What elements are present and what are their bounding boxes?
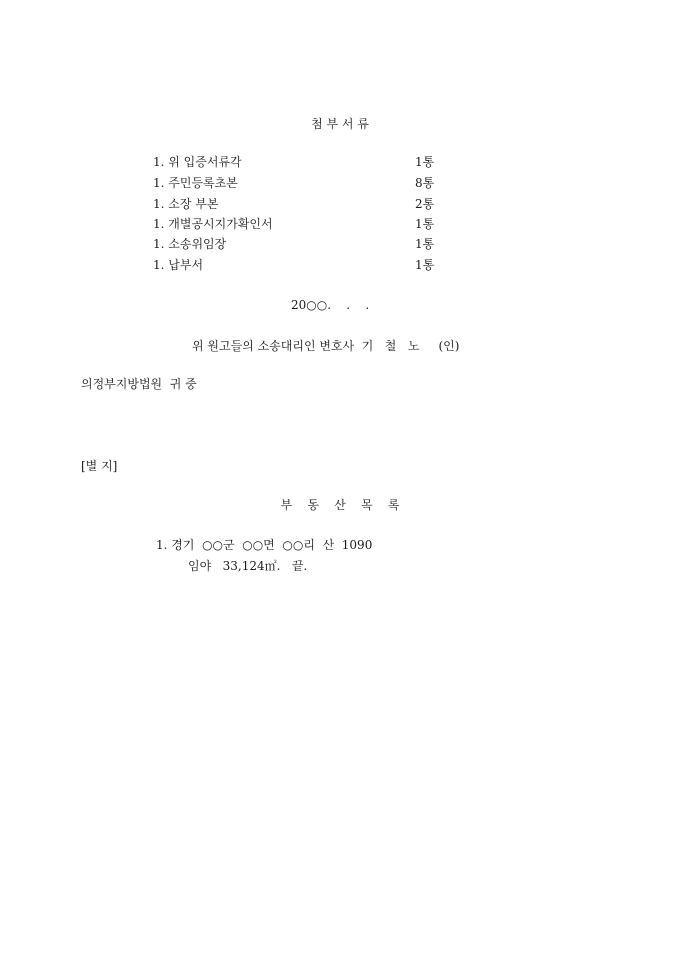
property-item-line1: 1. 경기 ○○군 ○○면 ○○리 산 1090 xyxy=(156,538,373,552)
attachment-item xyxy=(153,258,453,278)
annex-label: [별 지] xyxy=(81,459,118,473)
attachment-label: 1. 개별공시지가확인서 xyxy=(153,217,273,231)
signature-line: 위 원고들의 소송대리인 변호사 기 철 노 (인) xyxy=(192,339,460,353)
attachment-count: 1통 xyxy=(415,217,435,231)
attachment-item xyxy=(153,176,453,196)
court-addressee: 의정부지방법원 귀 중 xyxy=(81,377,197,391)
attachment-label: 1. 주민등록초본 xyxy=(153,176,238,190)
attachment-label: 1. 위 입증서류각 xyxy=(153,155,242,169)
attachment-count: 1통 xyxy=(415,155,435,169)
property-list-title: 부 동 산 목 록 xyxy=(280,498,400,512)
property-item-line2: 임야 33,124㎡. 끝. xyxy=(188,559,308,573)
attachment-count: 1통 xyxy=(415,258,435,272)
attachment-label: 1. 납부서 xyxy=(153,258,204,272)
document-date: 20○○. . . xyxy=(291,298,370,312)
attachment-label: 1. 소장 부본 xyxy=(153,197,219,211)
attachment-item xyxy=(153,237,453,257)
attachment-count: 8통 xyxy=(415,176,435,190)
attachment-count: 2통 xyxy=(415,197,435,211)
attachment-label: 1. 소송위임장 xyxy=(153,237,227,251)
attachment-item xyxy=(153,155,453,175)
attachment-count: 1통 xyxy=(415,237,435,251)
attachment-item xyxy=(153,197,453,217)
attachments-title: 첨 부 서 류 xyxy=(311,117,369,131)
attachment-item xyxy=(153,217,453,237)
